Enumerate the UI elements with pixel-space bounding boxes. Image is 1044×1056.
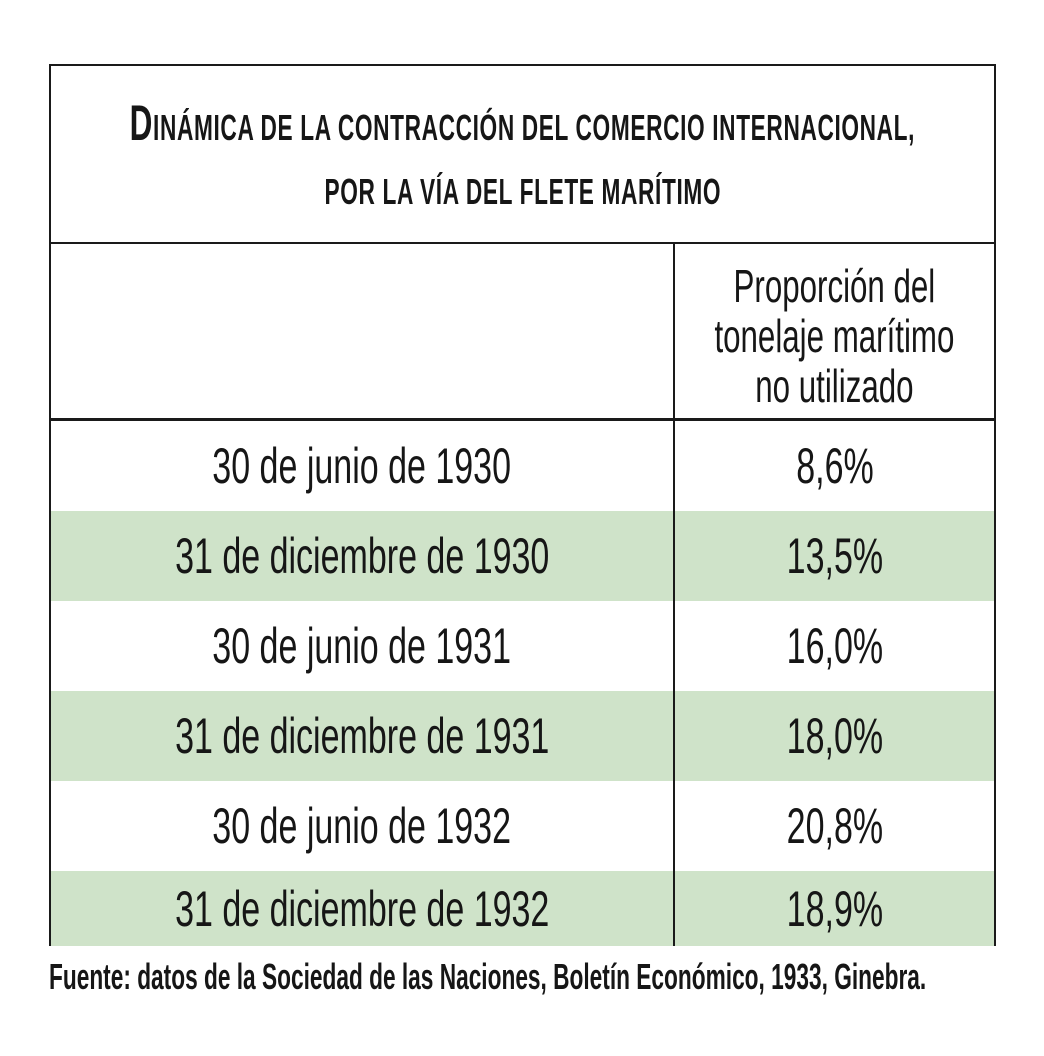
row-date-cell: [51, 601, 673, 691]
title-line-2: [208, 165, 838, 219]
row-value: 20,8%: [786, 798, 883, 854]
row-date-cell: [51, 691, 673, 781]
title-line-1: [0, 96, 1044, 155]
value-header-line-1: Proporción del: [733, 260, 936, 312]
row-value-cell: [673, 781, 994, 871]
date-column-header-cell: [51, 244, 673, 418]
table-row: [51, 691, 994, 781]
freight-tonnage-table: [49, 64, 996, 946]
row-value: 18,0%: [786, 708, 883, 764]
table-header-row: [51, 244, 994, 421]
row-date: 31 de diciembre de 1932: [174, 880, 550, 937]
row-date-cell: [51, 781, 673, 871]
row-value-cell: [673, 511, 994, 601]
row-date: 30 de junio de 1931: [212, 618, 512, 674]
table-row: [51, 781, 994, 871]
row-date-cell: [51, 871, 673, 946]
row-date-cell: [51, 511, 673, 601]
row-value: 8,6%: [795, 438, 874, 494]
table-row: [51, 601, 994, 691]
value-column-header-cell: [673, 244, 994, 418]
row-date: 30 de junio de 1932: [212, 798, 512, 854]
row-value-cell: [673, 691, 994, 781]
row-value: 18,9%: [786, 880, 883, 937]
source-note: [49, 956, 996, 998]
value-header-line-2: tonelaje marítimo: [714, 310, 955, 362]
table-row: [51, 421, 994, 511]
title-line-1-text: DINÁMICA DE LA CONTRACCIÓN DEL COMERCIO INTERNACIONAL,: [129, 94, 916, 151]
source-note-text: Fuente: datos de la Sociedad de las Naciones, Boletín Económico, 1933, Ginebra.: [49, 956, 927, 997]
row-value-cell: [673, 421, 994, 511]
row-date: 30 de junio de 1930: [212, 438, 512, 494]
row-date: 31 de diciembre de 1930: [174, 528, 550, 584]
row-value: 16,0%: [786, 618, 883, 674]
table-title: [51, 66, 994, 244]
row-date-cell: [51, 421, 673, 511]
table-row: [51, 871, 994, 946]
title-line-2-text: POR LA VÍA DEL FLETE MARÍTIMO: [324, 170, 721, 212]
value-header-line-3: no utilizado: [755, 360, 914, 412]
table-row: [51, 511, 994, 601]
row-value: 13,5%: [786, 528, 883, 584]
row-value-cell: [673, 601, 994, 691]
value-column-header: [715, 251, 955, 411]
row-date: 31 de diciembre de 1931: [174, 708, 550, 764]
row-value-cell: [673, 871, 994, 946]
